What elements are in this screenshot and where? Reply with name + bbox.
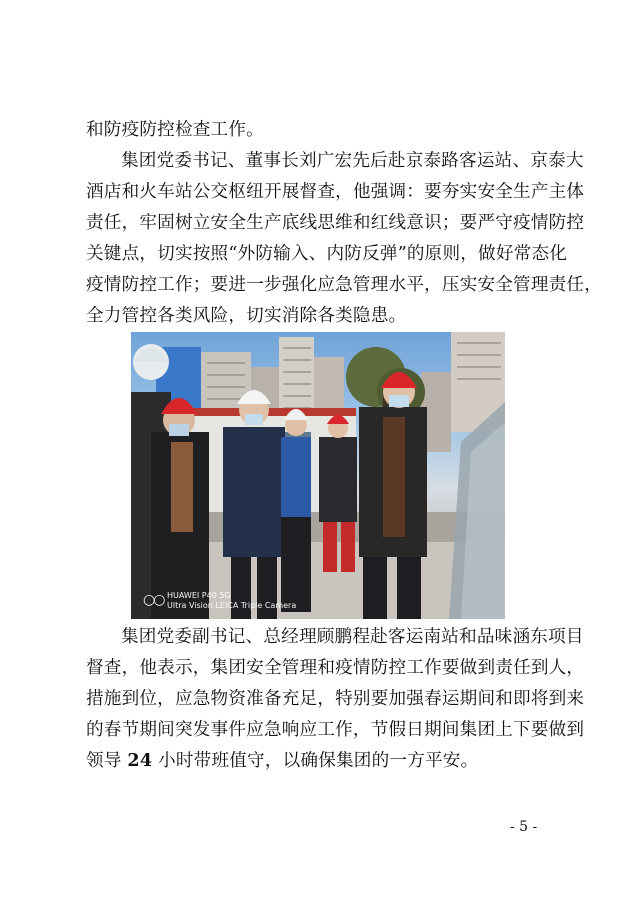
hours-number: 24 — [127, 750, 153, 771]
text-line: 的春节期间突发事件应急响应工作，节假日期间集团上下要做到 — [86, 720, 585, 740]
text-line: 酒店和火车站公交枢纽开展督查，他强调：要夯实安全生产主体 — [86, 182, 585, 202]
person — [223, 427, 285, 557]
photo-scene — [131, 332, 505, 619]
text-line: 集团党委书记、董事长刘广宏先后赴京泰路客运站、京泰大 — [121, 151, 584, 171]
text-line: 督查，他表示，集团安全管理和疫情防控工作要做到责任到人， — [86, 658, 585, 678]
watermark-caption: Ultra Vision LEICA Triple Camera — [167, 601, 297, 610]
inspection-photo — [131, 332, 505, 619]
text-fragment: 领导 — [86, 751, 128, 771]
camera-logo: ○○ — [143, 592, 164, 608]
text-line: 措施到位，应急物资准备充足，特别要加强春运期间和即将到来 — [86, 689, 585, 709]
text-line: 和防疫防控检查工作。 — [86, 120, 264, 140]
text-fragment: 小时带班值守，以确保集团的一方平安。 — [152, 751, 479, 771]
text-line: 疫情防控工作；要进一步强化应急管理水平，压实安全管理责任， — [86, 275, 603, 295]
text-line: 责任，牢固树立安全生产底线思维和红线意识；要严守疫情防控 — [86, 213, 585, 233]
text-line: 全力管控各类风险，切实消除各类隐患。 — [86, 306, 407, 326]
text-line: 关键点，切实按照“外防输入、内防反弹”的原则，做好常态化 — [86, 244, 568, 264]
text-line-last — [86, 750, 548, 772]
camera-watermark — [143, 591, 296, 611]
text-line: 集团党委副书记、总经理顾鹏程赴客运南站和品味涵东项目 — [121, 627, 584, 647]
person — [319, 437, 357, 522]
watermark-brand: HUAWEI P40 5G — [167, 591, 231, 600]
page-number: - 5 - — [510, 819, 538, 835]
person — [281, 437, 311, 517]
